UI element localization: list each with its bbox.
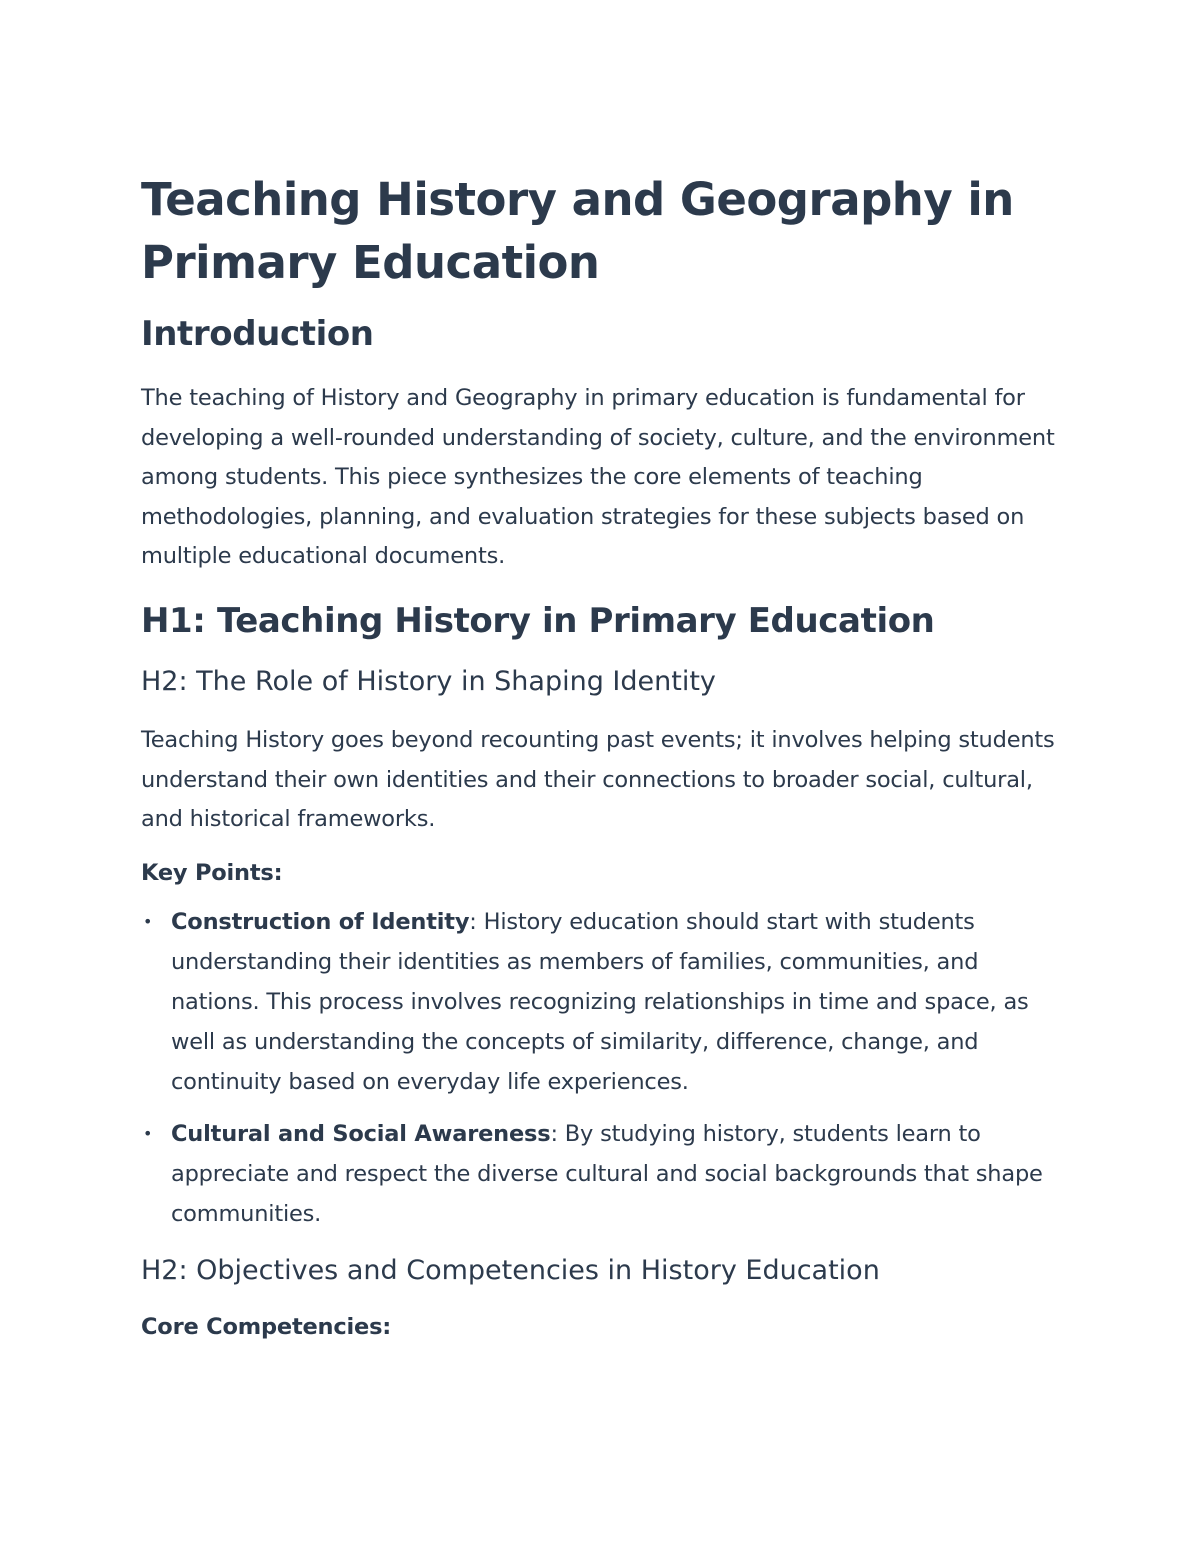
- key-point-term: Construction of Identity: [171, 908, 470, 935]
- key-point-text: By studying history, students learn to appreciate and respect the diverse cultural and social backgrounds that shape communities.: [171, 1120, 1043, 1227]
- role-of-history-heading: H2: The Role of History in Shaping Identity: [141, 665, 716, 697]
- core-competencies-label: Core Competencies:: [141, 1313, 392, 1340]
- history-section-heading: H1: Teaching History in Primary Education: [141, 600, 935, 641]
- key-point-term: Cultural and Social Awareness: [171, 1120, 551, 1147]
- document-title: Teaching History and Geography in Primary Education: [141, 173, 1014, 289]
- key-points-label: Key Points:: [141, 859, 283, 886]
- objectives-heading: H2: Objectives and Competencies in History Education: [141, 1254, 880, 1286]
- list-item: [141, 902, 1061, 1102]
- key-point-separator: :: [469, 908, 477, 935]
- document-page: [141, 168, 1061, 1344]
- list-item: [141, 1114, 1061, 1234]
- role-of-history-paragraph: Teaching History goes beyond recounting past events; it involves helping students understand their own identities and their connections to broader social, cultural, and historical frameworks.: [141, 726, 1055, 833]
- bullet-icon: •: [143, 1123, 153, 1143]
- key-point-text: History education should start with students understanding their identities as members of families, communities, and nations. This process involves recognizing relationships in time and space, as well as understanding the concepts of similarity, difference, change, and continuity based on everyday life experiences.: [171, 908, 1029, 1095]
- bullet-icon: •: [143, 911, 153, 931]
- key-points-list: [141, 902, 1061, 1234]
- introduction-paragraph: The teaching of History and Geography in primary education is fundamental for developing a well-rounded understanding of society, culture, and the environment among students. This piece synthesizes the core elements of teaching methodologies, planning, and evaluation strategies for these subjects based on multiple educational documents.: [141, 385, 1055, 570]
- introduction-heading: Introduction: [141, 314, 374, 354]
- key-point-separator: :: [550, 1120, 558, 1147]
